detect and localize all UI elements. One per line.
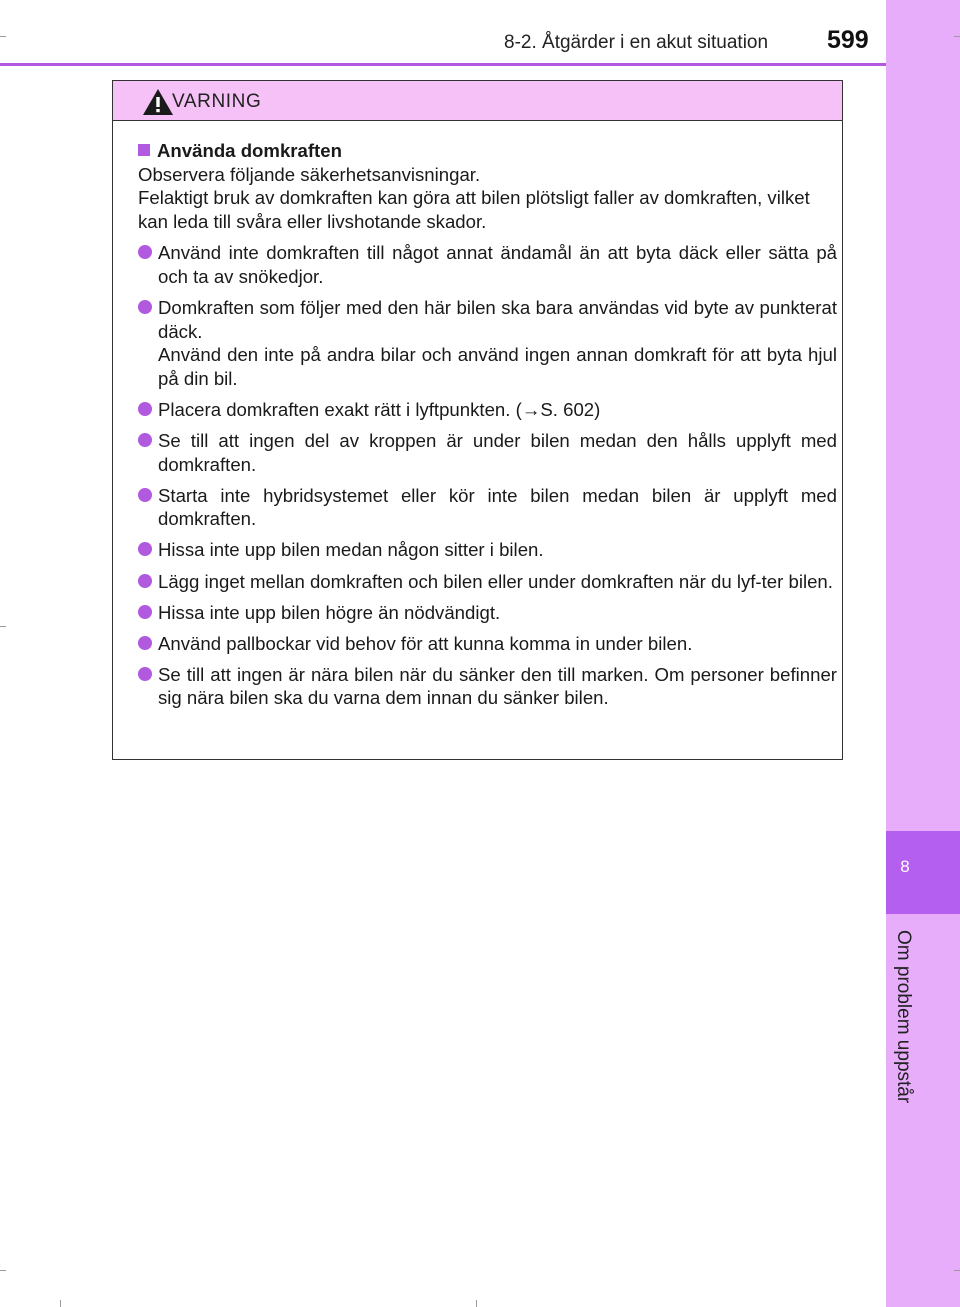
round-bullet-icon [138,488,152,502]
chapter-number: 8 [900,857,910,876]
list-item-text: Hissa inte upp bilen högre än nödvändigt. [158,601,501,623]
section-heading [138,139,837,163]
list-item [138,663,837,710]
list-item [138,570,837,594]
list-item-text: Starta inte hybridsystemet eller kör inte bilen medan bilen är upplyft med domkraften. [158,484,837,530]
warning-content [138,139,837,710]
round-bullet-icon [138,574,152,588]
round-bullet-icon [138,667,152,681]
warning-triangle-icon [141,87,175,117]
list-item [138,632,837,656]
list-item [138,429,837,476]
round-bullet-icon [138,245,152,259]
round-bullet-icon [138,542,152,556]
crop-mark [0,1270,6,1271]
warning-header [113,81,842,121]
crop-mark [60,1300,61,1307]
chapter-sidebar [886,0,960,1307]
list-item-text: Använd inte domkraften till något annat ändamål än att byta däck eller sätta på och ta av snökedjor. [158,242,837,287]
list-item-text: Hissa inte upp bilen medan någon sitter i bilen. [158,539,544,561]
round-bullet-icon [138,300,152,314]
list-item-text: Placera domkraften exakt rätt i lyftpunkten. (→S. 602) [158,398,601,420]
crop-mark [0,36,6,37]
list-item-text: Domkraften som följer med den här bilen ska bara användas vid byte av punkterat däck. [158,297,837,342]
running-header-section: 8-2. Åtgärder i en akut situation [504,32,769,53]
list-item-text: Använd den inte på andra bilar och använd ingen annan domkraft för att byta hjul på din bil. [158,344,837,389]
round-bullet-icon [138,433,152,447]
round-bullet-icon [138,402,152,416]
list-item [138,296,837,390]
intro-line: Observera följande säkerhetsanvisningar. [138,163,481,185]
chapter-title: Om problem uppstår [893,930,914,1104]
list-item [138,241,837,288]
header-divider [0,63,886,66]
list-item [138,398,837,422]
crop-mark [954,36,960,37]
list-item [138,601,837,625]
list-item-text: Se till att ingen är nära bilen när du sänker den till marken. Om personer befinner sig nära bilen ska du varna dem innan du sänker bilen. [158,663,837,709]
list-item [138,538,837,562]
list-item [138,484,837,531]
crop-mark [0,626,6,627]
list-item-text: Använd pallbockar vid behov för att kunna komma in under bilen. [158,632,693,654]
list-item-text: Lägg inget mellan domkraften och bilen eller under domkraften när du lyf-ter bilen. [158,570,833,592]
page-number: 599 [827,26,869,54]
warning-box [112,80,843,760]
warning-title: VARNING [172,91,262,112]
intro-line: Felaktigt bruk av domkraften kan göra att bilen plötsligt faller av domkraften, vilket kan leda till svåra eller livshotande skador. [138,187,810,232]
crop-mark [954,1270,960,1271]
crop-mark [476,1300,477,1307]
round-bullet-icon [138,605,152,619]
intro-paragraph [138,163,837,234]
section-title: Använda domkraften [157,140,342,161]
list-item-text: Se till att ingen del av kroppen är under bilen medan den hålls upplyft med domkraften. [158,430,837,475]
warning-list [138,241,837,710]
square-bullet-icon [138,144,150,156]
round-bullet-icon [138,636,152,650]
